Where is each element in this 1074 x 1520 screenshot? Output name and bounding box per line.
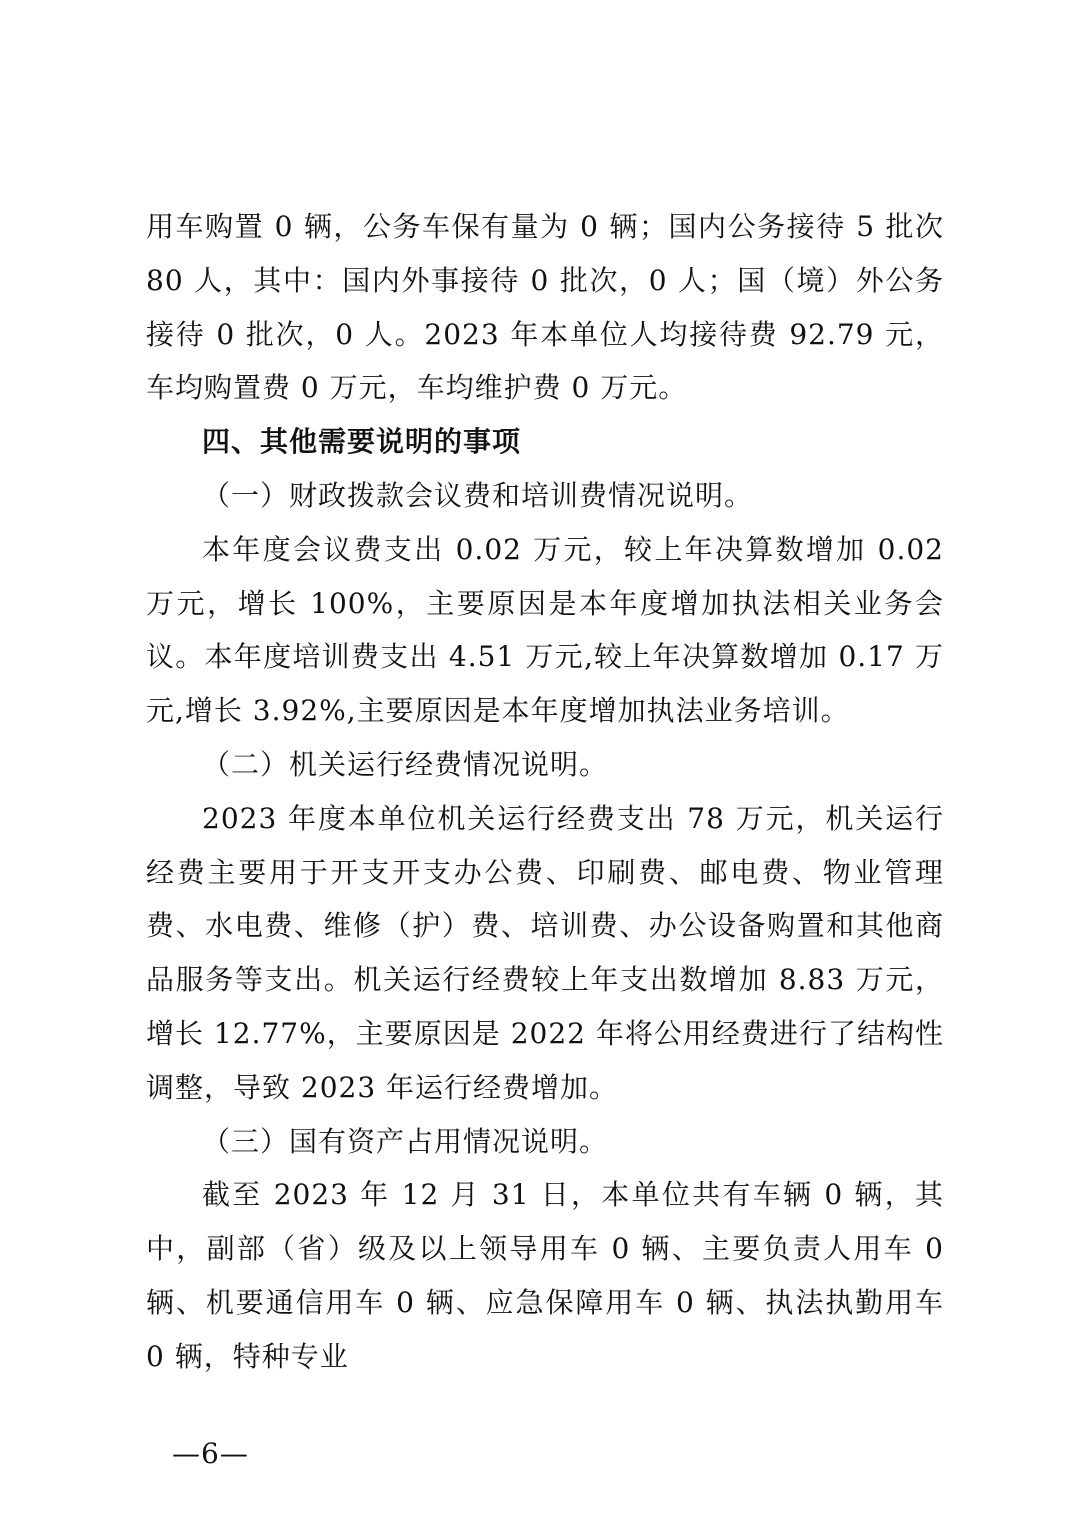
operating-expenses-paragraph: 2023 年度本单位机关运行经费支出 78 万元，机关运行经费主要用于开支开支办公费、印刷费、邮电费、物业管理费、水电费、维修（护）费、培训费、办公设备购置和其他商品服务等支出。机关运行经费较上年支出数增加 8.83 万元，增长 12.77%，主要原因是 2022 年将公用经费进行了结构性调整，导致 2023 年运行经费增加。 <box>146 801 944 1104</box>
continued-paragraph: 用车购置 0 辆，公务车保有量为 0 辆；国内公务接待 5 批次 80 人，其中：国内外事接待 0 批次，0 人；国（境）外公务接待 0 批次，0 人。2023 年本单位人均接待费 92.79 元，车均购置费 0 万元，车均维护费 0 万元。 <box>146 210 944 405</box>
document-body <box>146 200 944 1384</box>
subheading-meeting-training: （一）财政拨款会议费和培训费情况说明。 <box>202 478 754 512</box>
meeting-training-paragraph: 本年度会议费支出 0.02 万元，较上年决算数增加 0.02 万元，增长 100%，主要原因是本年度增加执法相关业务会议。本年度培训费支出 4.51 万元,较上年决算数增加 0.17 万元,增长 3.92%,主要原因是本年度增加执法业务培训。 <box>146 532 944 728</box>
subheading-operating-expenses: （二）机关运行经费情况说明。 <box>202 747 609 781</box>
subheading-state-assets: （三）国有资产占用情况说明。 <box>202 1124 609 1158</box>
section-heading-other-matters: 四、其他需要说明的事项 <box>202 425 522 459</box>
state-assets-paragraph: 截至 2023 年 12 月 31 日，本单位共有车辆 0 辆，其中，副部（省）级及以上领导用车 0 辆、主要负责人用车 0 辆、机要通信用车 0 辆、应急保障用车 0 辆、执法执勤用车 0 辆，特种专业 <box>146 1178 944 1373</box>
page-number: —6— <box>172 1437 249 1470</box>
